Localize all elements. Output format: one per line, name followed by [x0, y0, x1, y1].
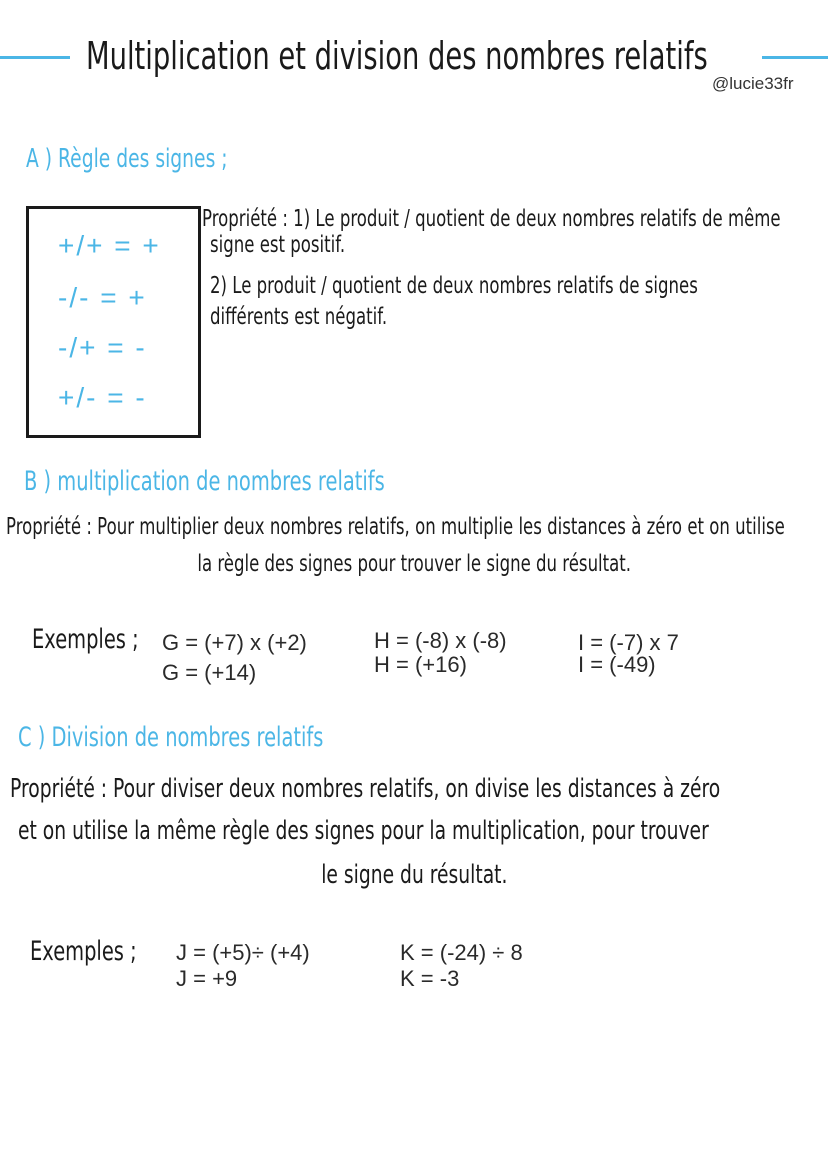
example-k-line2: K = -3 — [400, 966, 460, 991]
property-1-line1: Propriété : 1) Le produit / quotient de deux nombres relatifs de même — [202, 206, 781, 232]
sign-rule-4: +/- = - — [58, 382, 147, 413]
sign-rule-3: -/+ = - — [58, 332, 147, 363]
sign-rule-2: -/- = + — [58, 282, 147, 313]
section-b-examples-label: Exemples ; — [32, 624, 139, 655]
example-j-line1: J = (+5)÷ (+4) — [176, 940, 310, 965]
title-rule-left — [0, 56, 70, 59]
section-c-property-line1: Propriété : Pour diviser deux nombres relatifs, on divise les distances à zéro — [10, 774, 721, 804]
page-title: Multiplication et division des nombres relatifs — [86, 34, 708, 78]
section-c-examples-label: Exemples ; — [30, 936, 137, 967]
section-c-property-line2: et on utilise la même règle des signes pour la multiplication, pour trouver — [18, 816, 709, 846]
section-a-heading: A ) Règle des signes ; — [26, 144, 228, 174]
example-i-line2: I = (-49) — [578, 652, 656, 677]
section-c-property-line3: le signe du résultat. — [320, 860, 508, 890]
author-handle: @lucie33fr — [712, 74, 794, 93]
example-g-line1: G = (+7) x (+2) — [162, 630, 307, 655]
section-b-property-line1: Propriété : Pour multiplier deux nombres relatifs, on multiplie les distances à zéro et on utilise — [6, 514, 785, 540]
property-1-line2: signe est positif. — [210, 232, 346, 258]
property-2-line1: 2) Le produit / quotient de deux nombres relatifs de signes — [210, 273, 698, 299]
example-h-line1: H = (-8) x (-8) — [374, 628, 507, 653]
section-c-heading: C ) Division de nombres relatifs — [18, 722, 324, 753]
example-i-line1: I = (-7) x 7 — [578, 630, 679, 655]
section-b-heading: B ) multiplication de nombres relatifs — [24, 466, 385, 497]
example-j-line2: J = +9 — [176, 966, 238, 991]
section-b-property-line2: la règle des signes pour trouver le signe du résultat. — [197, 551, 631, 577]
property-2-line2: différents est négatif. — [210, 304, 388, 330]
example-k-line1: K = (-24) ÷ 8 — [400, 940, 523, 965]
sign-rule-1: +/+ = + — [58, 230, 161, 261]
example-g-line2: G = (+14) — [162, 660, 257, 685]
section-b-property-line2-wrap — [0, 551, 828, 577]
section-c-property-line3-wrap — [0, 860, 828, 890]
title-rule-right — [762, 56, 828, 59]
example-h-line2: H = (+16) — [374, 652, 467, 677]
